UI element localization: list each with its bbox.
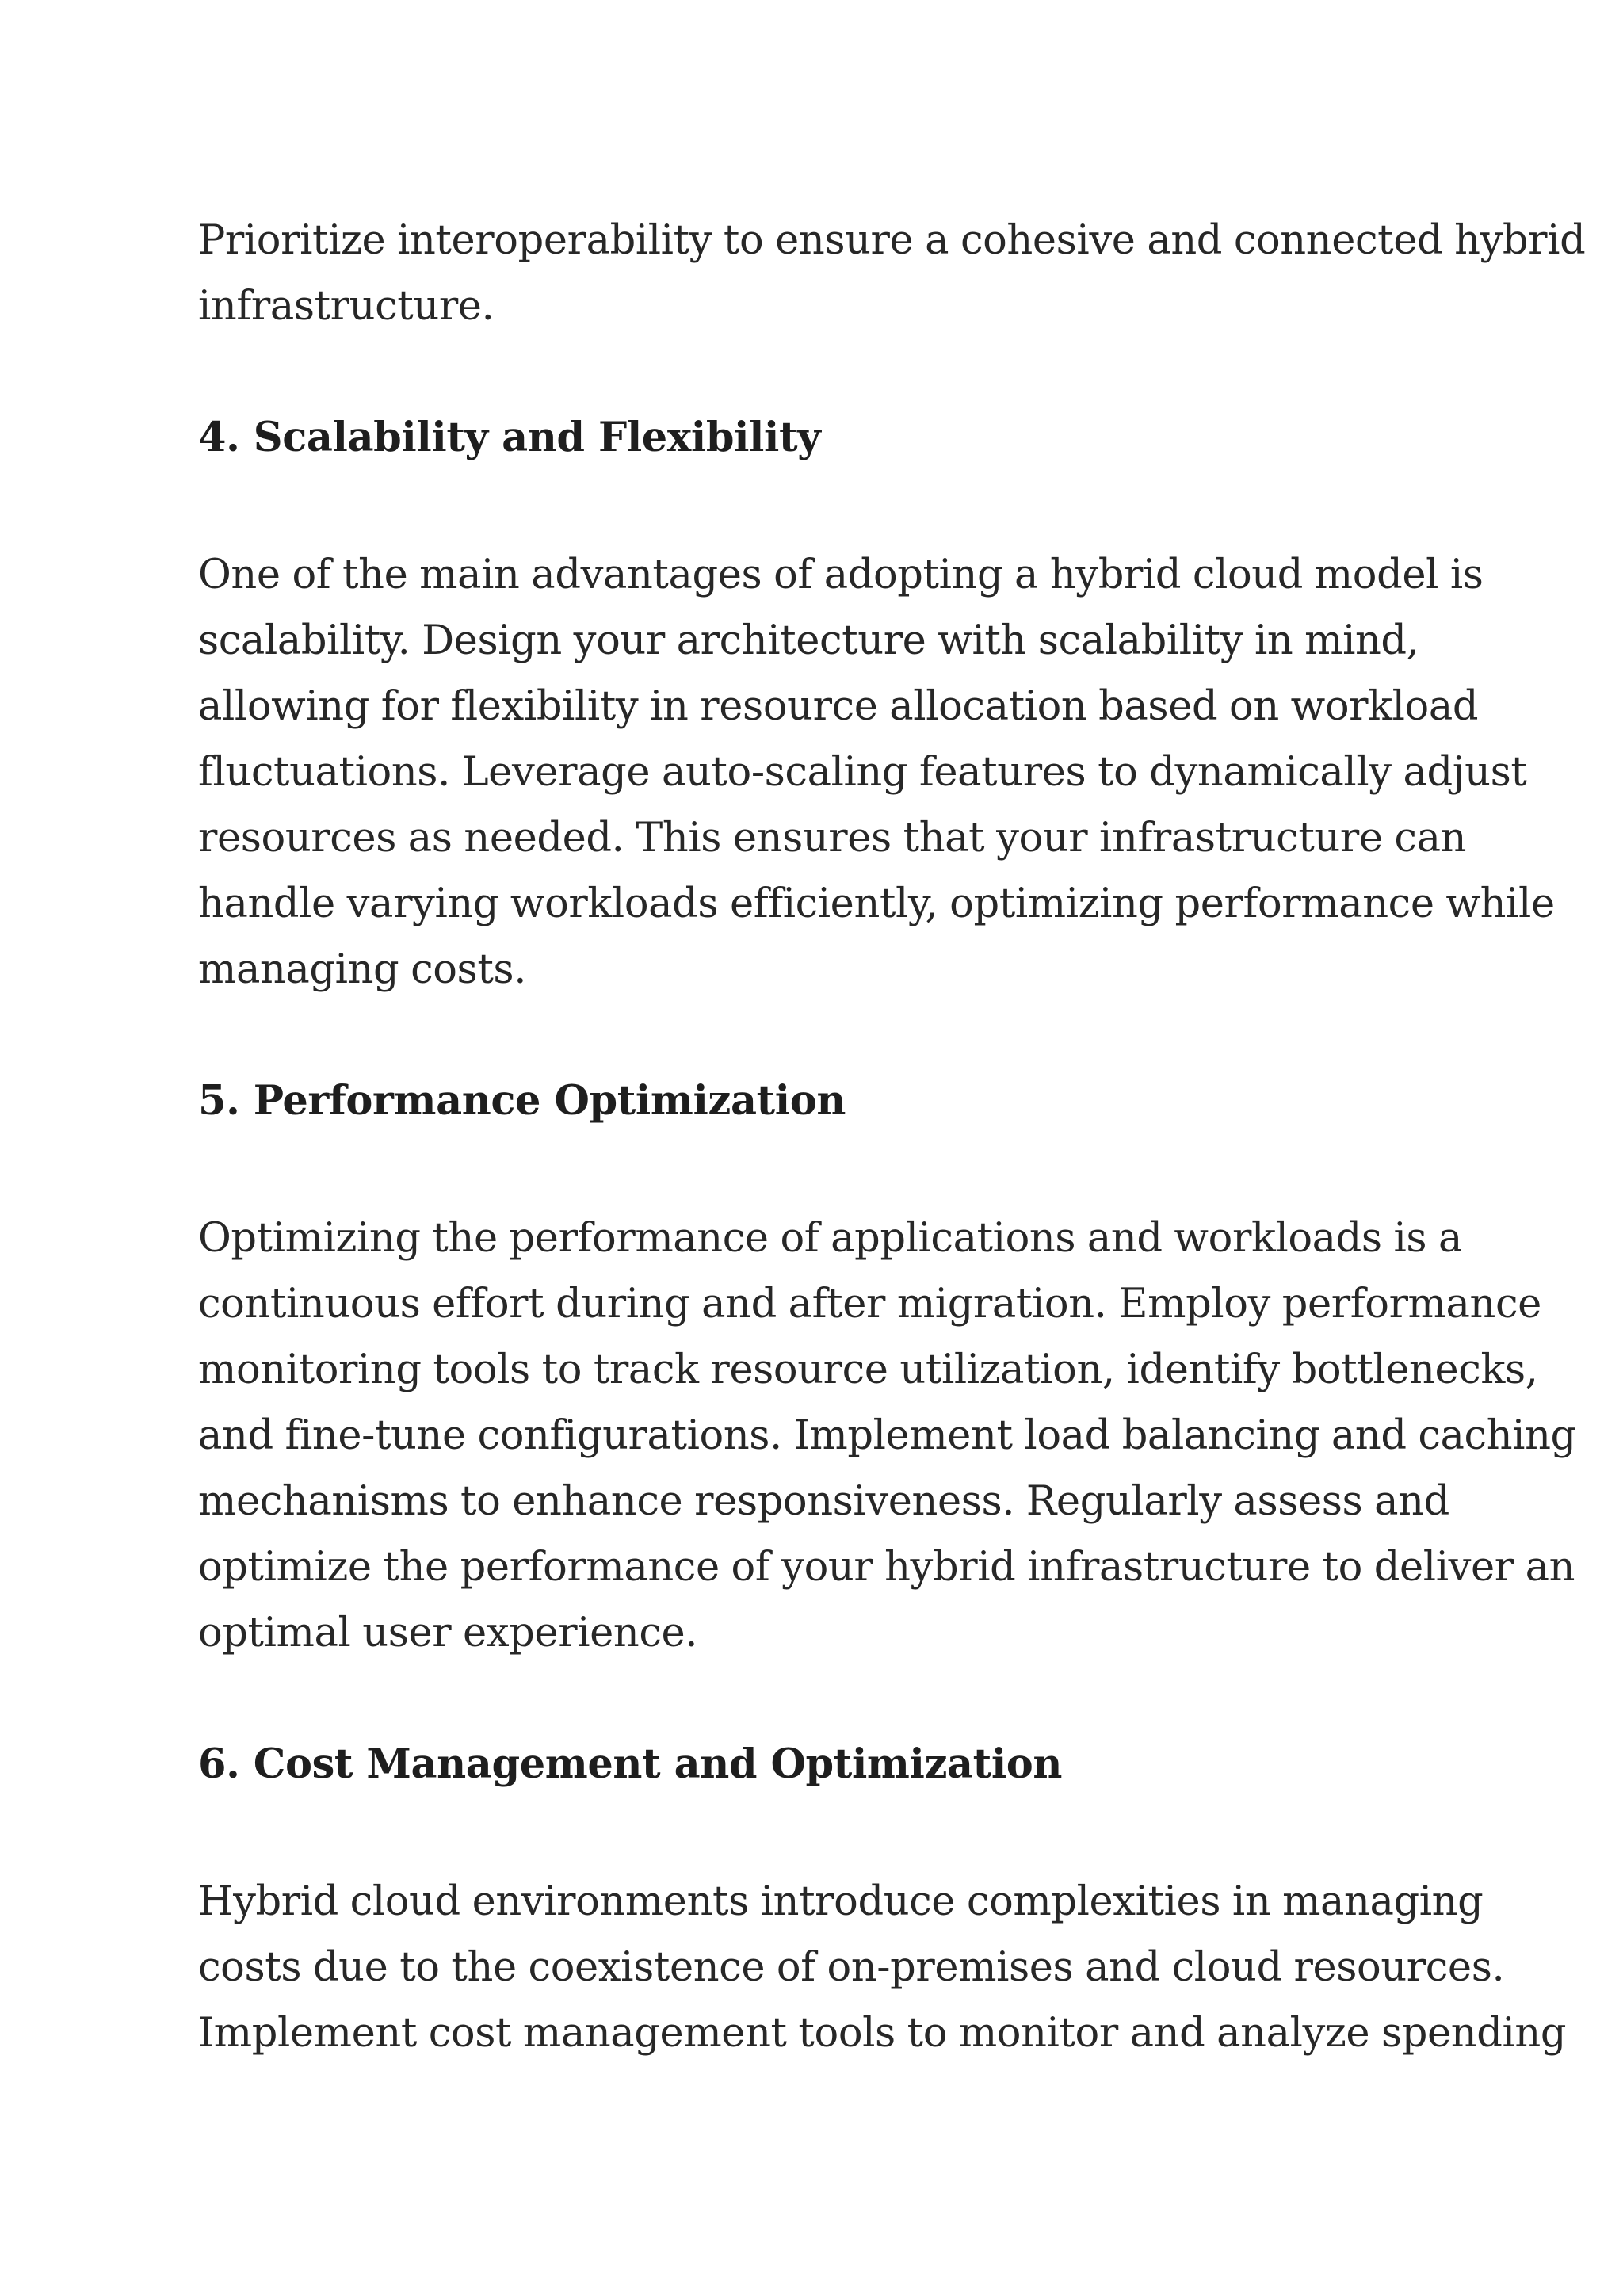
paragraph-line: allowing for flexibility in resource allocation based on workload	[198, 683, 1479, 730]
paragraph-line: optimize the performance of your hybrid infrastructure to deliver an	[198, 1544, 1575, 1591]
paragraph-line: monitoring tools to track resource utilization, identify bottlenecks,	[198, 1347, 1538, 1393]
section-heading-cost: 6. Cost Management and Optimization	[198, 1740, 1063, 1788]
paragraph-line: mechanisms to enhance responsiveness. Regularly assess and	[198, 1478, 1449, 1525]
paragraph-line: Hybrid cloud environments introduce complexities in managing	[198, 1878, 1484, 1925]
paragraph-line: costs due to the coexistence of on-premises and cloud resources.	[198, 1944, 1505, 1991]
paragraph-line: infrastructure.	[198, 283, 495, 330]
paragraph-line: One of the main advantages of adopting a hybrid cloud model is	[198, 552, 1484, 598]
paragraph-line: handle varying workloads efficiently, optimizing performance while	[198, 881, 1555, 927]
section-paragraph-scalability	[198, 542, 1555, 1003]
paragraph-line: managing costs.	[198, 946, 526, 993]
document-page	[198, 208, 1586, 2066]
paragraph-line: optimal user experience.	[198, 1610, 698, 1656]
paragraph-line: Prioritize interoperability to ensure a cohesive and connected hybrid	[198, 217, 1586, 264]
paragraph-line: Implement cost management tools to monitor and analyze spending	[198, 2010, 1567, 2057]
paragraph-line: Optimizing the performance of applications and workloads is a	[198, 1215, 1463, 1262]
paragraph-line: resources as needed. This ensures that your infrastructure can	[198, 815, 1467, 861]
paragraph-line: and fine-tune configurations. Implement load balancing and caching	[198, 1412, 1576, 1459]
section-paragraph-cost	[198, 1869, 1567, 2066]
intro-paragraph	[198, 208, 1586, 339]
paragraph-line: scalability. Design your architecture with scalability in mind,	[198, 617, 1419, 664]
section-heading-scalability: 4. Scalability and Flexibility	[198, 414, 821, 461]
paragraph-line: continuous effort during and after migration. Employ performance	[198, 1281, 1541, 1328]
section-paragraph-performance	[198, 1205, 1576, 1666]
section-heading-performance: 5. Performance Optimization	[198, 1077, 846, 1125]
paragraph-line: fluctuations. Leverage auto-scaling features to dynamically adjust	[198, 749, 1527, 796]
